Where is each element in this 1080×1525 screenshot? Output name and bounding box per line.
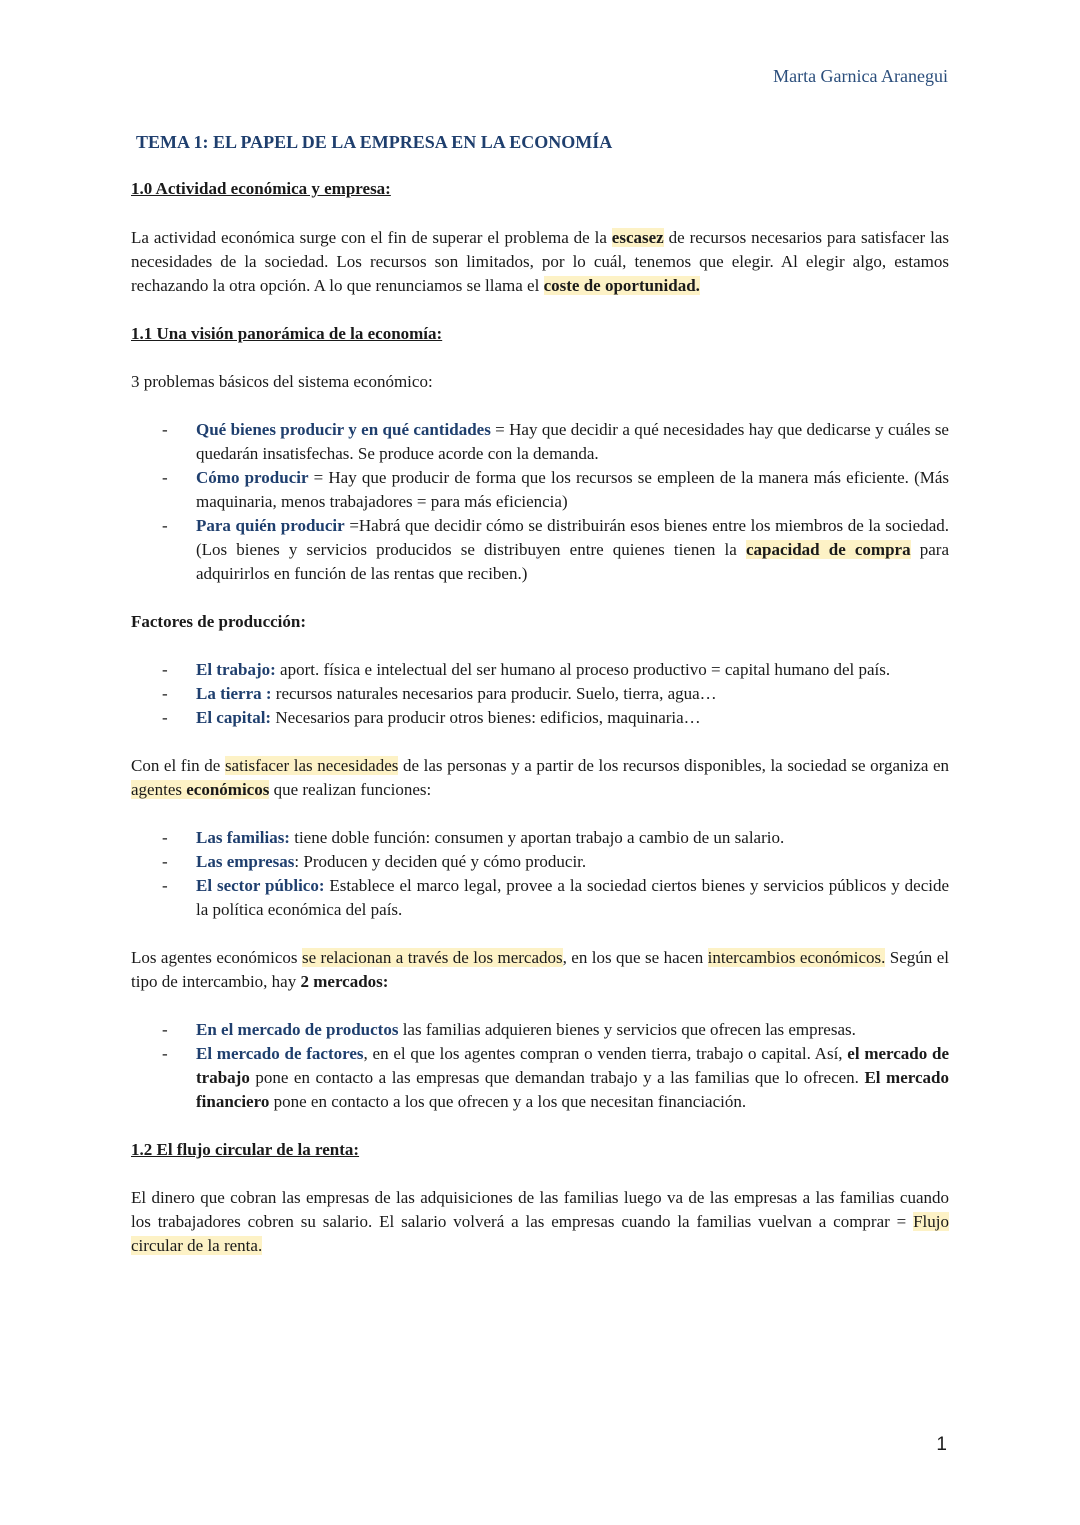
section-heading-1-0: 1.0 Actividad económica y empresa: — [131, 179, 391, 198]
paragraph-circular-flow: El dinero que cobran las empresas de las adquisiciones de las familias luego va de las empresas a las familias cuando los trabajadores cobren su salario. El salario volverá a las empresas cuando la familias vuelvan a comprar = Flujo circular de la renta. — [131, 1188, 949, 1255]
list-item: - Las empresas: Producen y deciden qué y cómo producir. — [131, 850, 949, 874]
agents-list — [131, 826, 949, 922]
section-heading-1-2: 1.2 El flujo circular de la renta: — [131, 1140, 360, 1159]
list-item: - Qué bienes producir y en qué cantidades = Hay que decidir a qué necesidades hay que dedicarse y cuáles se quedarán insatisfechas. Se produce acorde con la demanda. — [131, 418, 949, 466]
problems-list — [131, 418, 949, 586]
factors-title: Factores de producción: — [131, 612, 307, 631]
problems-intro: 3 problemas básicos del sistema económico: — [131, 372, 433, 391]
highlight-escasez: escasez — [611, 228, 664, 247]
list-item: - Para quién producir =Habrá que decidir cómo se distribuirán esos bienes entre los miembros de la sociedad. (Los bienes y servicios producidos se distribuyen entre quienes tienen la capacidad de compra para adquirirlos en función de las rentas que reciben.) — [131, 514, 949, 586]
paragraph-agents: Con el fin de satisfacer las necesidades de las personas y a partir de los recursos disponibles, la sociedad se organiza en agentes económicos que realizan funciones: — [131, 756, 950, 799]
list-item: - Las familias: tiene doble función: consumen y aportan trabajo a cambio de un salario. — [131, 826, 949, 850]
paragraph-scarcity: La actividad económica surge con el fin de superar el problema de la escasez de recursos necesarios para satisfacer las necesidades de la sociedad. Los recursos son limitados, por lo cuál, tenemos que elegir. Al elegir algo, estamos rechazando la otra opción. A lo que renunciamos se llama el coste de oportunidad. — [131, 228, 949, 295]
list-item: - El trabajo: aport. física e intelectual del ser humano al proceso productivo = capital humano del país. — [131, 658, 949, 682]
author-name: Marta Garnica Aranegui — [773, 66, 948, 86]
factors-list — [131, 658, 949, 730]
page-number: 1 — [936, 1434, 947, 1455]
list-item: - El sector público: Establece el marco legal, provee a la sociedad ciertos bienes y servicios públicos y decide la política económica del país. — [131, 874, 949, 922]
list-item: - En el mercado de productos las familias adquieren bienes y servicios que ofrecen las empresas. — [131, 1018, 949, 1042]
list-item: - La tierra : recursos naturales necesarios para producir. Suelo, tierra, agua… — [131, 682, 949, 706]
markets-list — [131, 1018, 949, 1114]
section-heading-1-1: 1.1 Una visión panorámica de la economía: — [131, 324, 443, 343]
list-item: - Cómo producir = Hay que producir de forma que los recursos se empleen de la manera más eficiente. (Más maquinaria, menos trabajadores = para más eficiencia) — [131, 466, 949, 514]
list-item: - El mercado de factores, en el que los agentes compran o venden tierra, trabajo o capital. Así, el mercado de trabajo pone en contacto a las empresas que demandan trabajo y a las familias que lo ofrecen. El mercado financiero pone en contacto a los que ofrecen y a los que necesitan financiación. — [131, 1042, 949, 1114]
document-title: TEMA 1: EL PAPEL DE LA EMPRESA EN LA ECONOMÍA — [136, 132, 613, 152]
paragraph-markets: Los agentes económicos se relacionan a través de los mercados, en los que se hacen intercambios económicos. Según el tipo de intercambio, hay 2 mercados: — [131, 948, 949, 991]
highlight-coste-oportunidad: coste de oportunidad. — [543, 276, 700, 295]
list-item: - El capital: Necesarios para producir otros bienes: edificios, maquinaria… — [131, 706, 949, 730]
